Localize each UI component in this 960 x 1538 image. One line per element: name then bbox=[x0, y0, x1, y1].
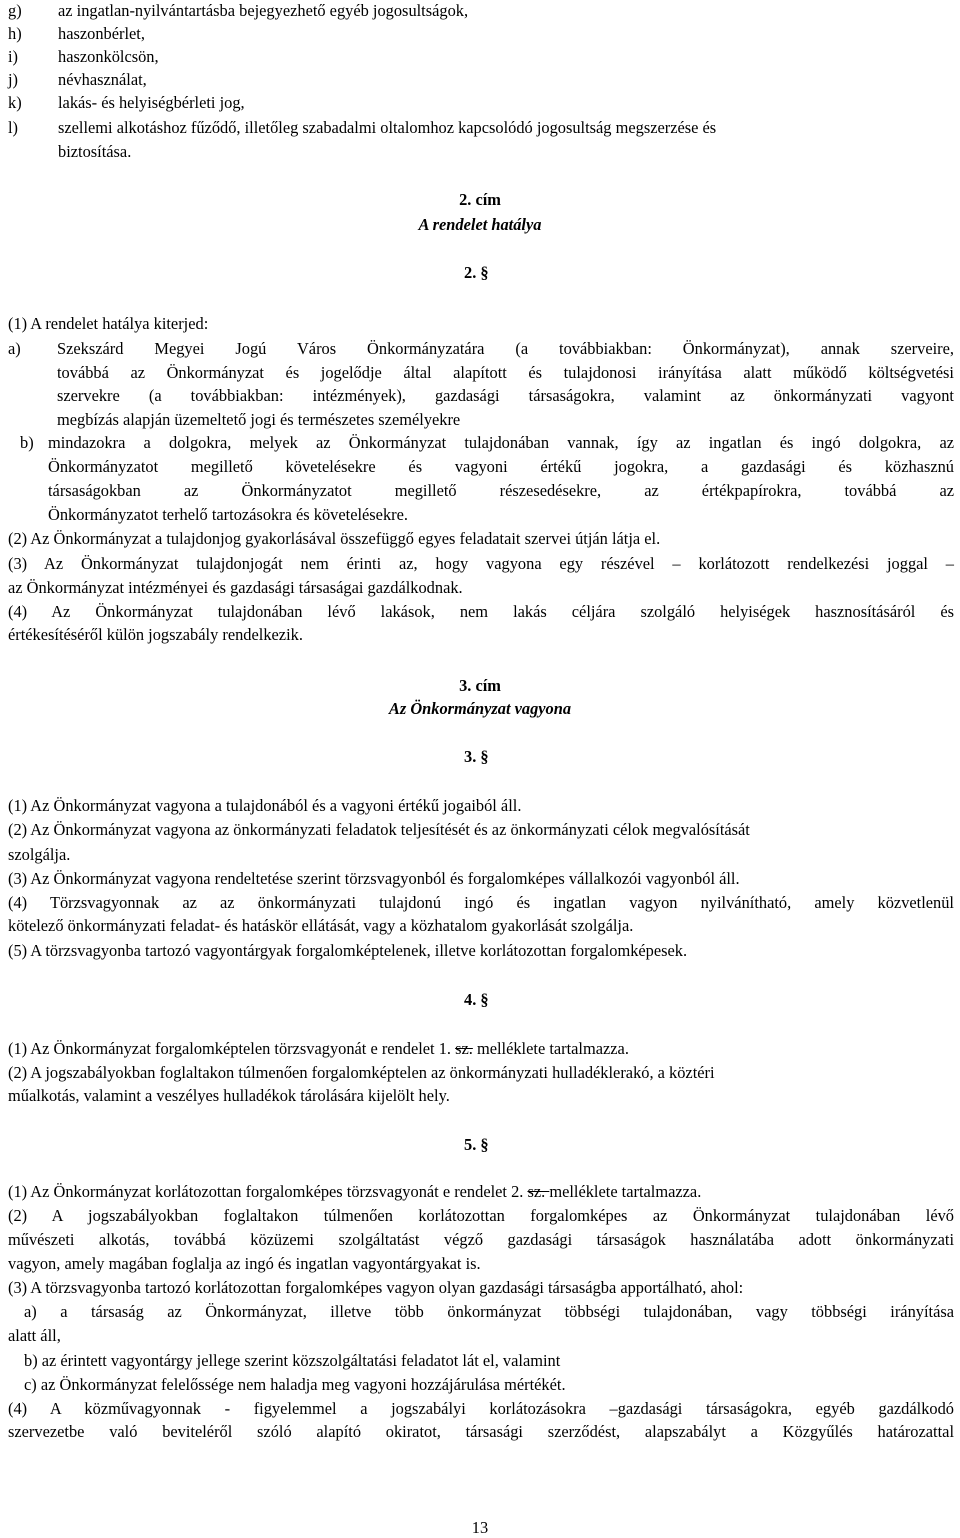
paragraph: (3) A törzsvagyonba tartozó korlátozottan forgalomképes vagyon olyan gazdasági társaságba apportálható, ahol: bbox=[8, 1278, 744, 1297]
section-heading: 3. § bbox=[464, 747, 489, 766]
paragraph: (3) Az Önkormányzat vagyona rendeltetése szerint törzsvagyonból és forgalomképes vállalkozói vagyonból áll. bbox=[8, 869, 740, 888]
list-label: g) bbox=[8, 1, 22, 20]
list-label: j) bbox=[8, 70, 19, 89]
list-item: az ingatlan-nyilvántartásba bejegyezhető egyéb jogosultságok, bbox=[58, 1, 469, 20]
paragraph-line: szolgálja. bbox=[8, 845, 71, 864]
paragraph-text: melléklete tartalmazza. bbox=[549, 1182, 702, 1201]
title-name: A rendelet hatálya bbox=[418, 215, 542, 234]
paragraph: (1) Az Önkormányzat vagyona a tulajdonából és a vagyoni értékű jogaiból áll. bbox=[8, 796, 522, 815]
list-item: haszonbérlet, bbox=[58, 24, 145, 43]
paragraph-line: értékesítéséről külön jogszabály rendelkezik. bbox=[8, 625, 303, 644]
paragraph-text: (1) Az Önkormányzat korlátozottan forgalomképes törzsvagyonát e rendelet 2. bbox=[8, 1182, 528, 1201]
paragraph-line: (2) A jogszabályokban foglaltakon túlmenően forgalomképtelen az önkormányzati hulladéklerakó, a köztéri bbox=[8, 1063, 715, 1082]
paragraph-line: Szekszárd Megyei Jogú Város Önkormányzatára (a továbbiakban: Önkormányzat), annak szerveire, bbox=[57, 339, 954, 358]
paragraph-text: melléklete tartalmazza. bbox=[472, 1039, 629, 1058]
paragraph-line: (2) Az Önkormányzat vagyona az önkormányzati feladatok teljesítését és az önkormányzati célok megvalósítását bbox=[8, 820, 750, 839]
paragraph-line: kötelező önkormányzati feladat- és hatáskör ellátását, vagy a közhatalom gyakorlását szolgálja. bbox=[8, 916, 634, 935]
paragraph-line: szervezetbe való beviteléről szóló alapító okiratot, társasági szerződést, alapszabályt a Közgyűlés határozattal bbox=[8, 1422, 954, 1441]
paragraph-line: (4) Az Önkormányzat tulajdonában lévő lakások, nem lakás céljára szolgáló helyiségek hasznosításáról és bbox=[8, 602, 954, 621]
title-number: 2. cím bbox=[459, 190, 501, 209]
struck-text: sz. bbox=[455, 1039, 473, 1058]
paragraph: (5) A törzsvagyonba tartozó vagyontárgyak forgalomképtelenek, illetve korlátozottan forgalomképesek. bbox=[8, 941, 688, 960]
paragraph-line: műalkotás, valamint a veszélyes hulladékok tárolására kijelölt hely. bbox=[8, 1086, 450, 1105]
paragraph-line: szervekre (a továbbiakban: intézmények), gazdasági társaságokra, valamint az önkormányzati vagyont bbox=[57, 386, 954, 405]
paragraph-line: továbbá az Önkormányzat és jogelődje által alapított és tulajdonosi irányítása alatt működő költségvetési bbox=[57, 363, 954, 382]
list-item: haszonkölcsön, bbox=[58, 47, 159, 66]
list-item: szellemi alkotáshoz fűződő, illetőleg szabadalmi oltalomhoz kapcsolódó jogosultság megszerzése és bbox=[58, 118, 717, 137]
paragraph-line: művészeti alkotás, továbbá közüzemi szolgáltatást végző gazdasági társaságok használatába adott önkormányzati bbox=[8, 1230, 954, 1249]
paragraph-line: az Önkormányzat intézményei és gazdasági társaságai gazdálkodnak. bbox=[8, 578, 463, 597]
list-item-continuation: biztosítása. bbox=[58, 142, 132, 161]
paragraph-line: alatt áll, bbox=[8, 1326, 61, 1345]
list-label: i) bbox=[8, 47, 19, 66]
paragraph-line: vagyon, amely magában foglalja az ingó és ingatlan vagyontárgyakat is. bbox=[8, 1254, 481, 1273]
paragraph-line: megbízás alapján üzemeltető jogi és természetes személyekre bbox=[57, 410, 461, 429]
paragraph-line: (2) A jogszabályokban foglaltakon túlmenően korlátozottan forgalomképes az Önkormányzat tulajdonában lévő bbox=[8, 1206, 954, 1225]
section-heading: 2. § bbox=[464, 263, 489, 282]
section-heading: 5. § bbox=[464, 1135, 489, 1154]
section-heading: 4. § bbox=[464, 990, 489, 1009]
paragraph: b) az érintett vagyontárgy jellege szerint közszolgáltatási feladatot lát el, valamint bbox=[24, 1351, 561, 1370]
list-item: lakás- és helyiségbérleti jog, bbox=[58, 93, 245, 112]
list-label: a) bbox=[8, 339, 21, 358]
page-number: 13 bbox=[471, 1518, 489, 1537]
paragraph-text: (1) Az Önkormányzat forgalomképtelen törzsvagyonát e rendelet 1. bbox=[8, 1039, 456, 1058]
title-number: 3. cím bbox=[459, 676, 501, 695]
struck-text: sz. bbox=[527, 1182, 550, 1201]
list-label: b) bbox=[20, 433, 34, 452]
paragraph-line: (4) Törzsvagyonnak az az önkormányzati tulajdonú ingó és ingatlan vagyon nyilvánítható, amely közvetlenül bbox=[8, 893, 954, 912]
title-name: Az Önkormányzat vagyona bbox=[388, 699, 572, 718]
paragraph-line: (3) Az Önkormányzat tulajdonjogát nem érinti az, hogy vagyona egy részével – korlátozott rendelkezési joggal – bbox=[8, 554, 954, 573]
list-label: k) bbox=[8, 93, 22, 112]
list-label: h) bbox=[8, 24, 22, 43]
paragraph: (2) Az Önkormányzat a tulajdonjog gyakorlásával összefüggő egyes feladatait szervei útján látja el. bbox=[8, 529, 661, 548]
list-item: névhasználat, bbox=[58, 70, 147, 89]
paragraph-line: a) a társaság az Önkormányzat, illetve több önkormányzat többségi tulajdonában, vagy többségi irányítása bbox=[24, 1302, 954, 1321]
paragraph bbox=[8, 1039, 629, 1059]
paragraph: (1) A rendelet hatálya kiterjed: bbox=[8, 314, 209, 333]
paragraph-line: mindazokra a dolgokra, melyek az Önkormányzat tulajdonában vannak, így az ingatlan és ingó dolgokra, az bbox=[48, 433, 954, 452]
paragraph-line: Önkormányzatot terhelő tartozásokra és követelésekre. bbox=[48, 505, 408, 524]
paragraph-line: társaságokban az Önkormányzatot megillető részesedésekre, az értékpapírokra, továbbá az bbox=[48, 481, 954, 500]
paragraph: c) az Önkormányzat felelőssége nem haladja meg vagyoni hozzájárulása mértékét. bbox=[24, 1375, 566, 1394]
list-label: l) bbox=[8, 118, 19, 137]
paragraph-line: (4) A közművagyonnak - figyelemmel a jogszabályi korlátozásokra –gazdasági társaságokra, egyéb gazdálkodó bbox=[8, 1399, 954, 1418]
paragraph-line: Önkormányzatot megillető követelésekre és vagyoni értékű jogokra, a gazdasági és közhasznú bbox=[48, 457, 954, 476]
paragraph bbox=[8, 1182, 701, 1202]
